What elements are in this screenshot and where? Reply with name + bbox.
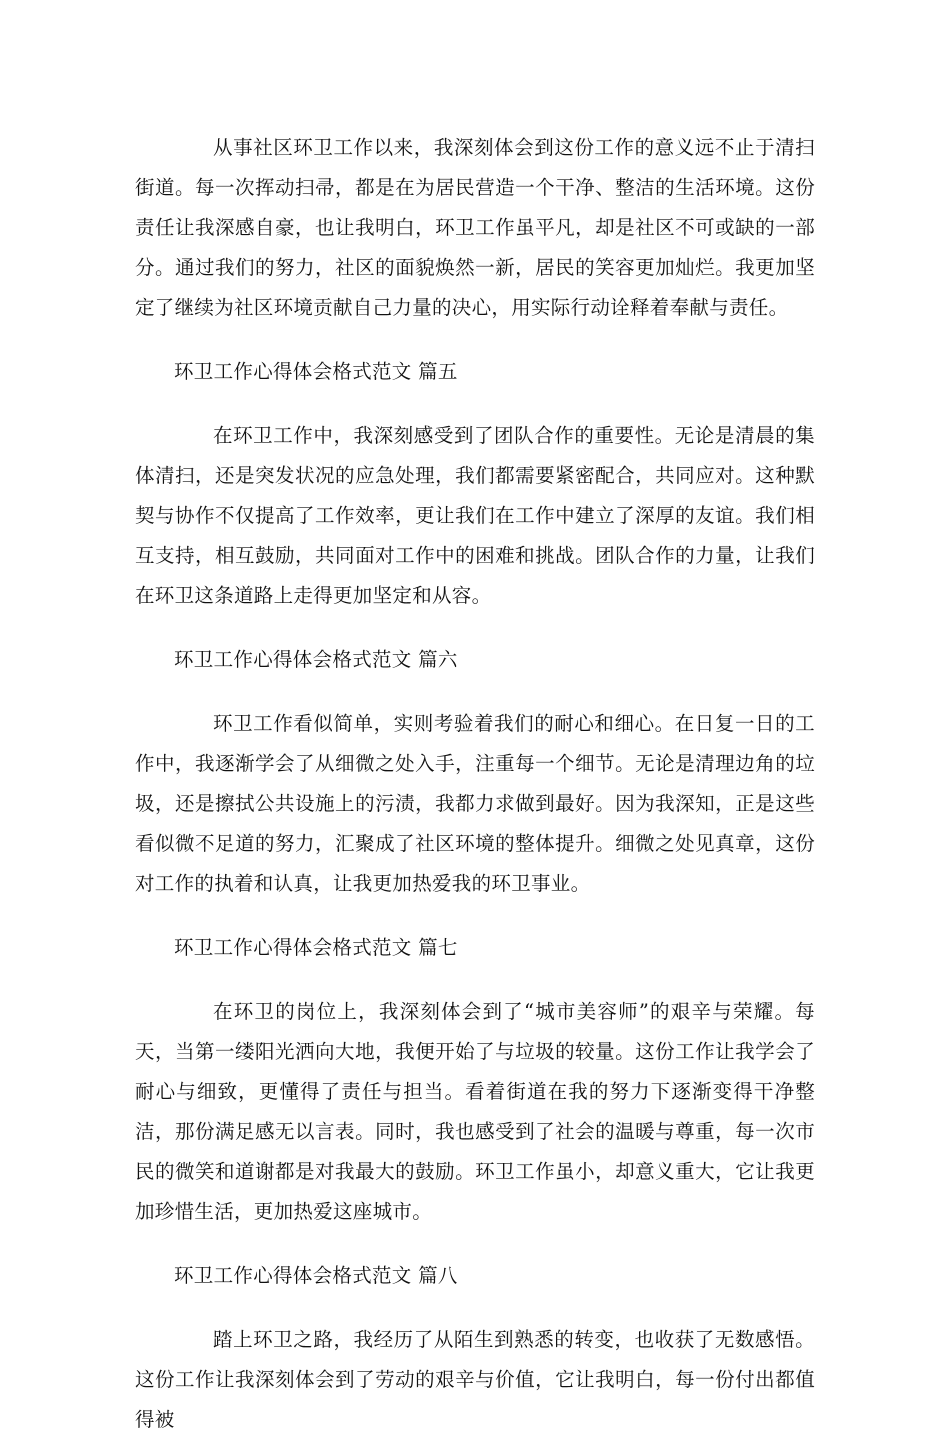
section-heading-8: 环卫工作心得体会格式范文 篇八	[174, 1264, 458, 1287]
paragraph-section-7: 在环卫的岗位上，我深刻体会到了“城市美容师”的艰辛与荣耀。每天，当第一缕阳光洒向大地，我便开始了与垃圾的较量。这份工作让我学会了耐心与细致，更懂得了责任与担当。看着街道在我的努力下逐渐变得干净整洁，那份满足感无以言表。同时，我也感受到了社会的温暖与尊重，每一次市民的微笑和道谢都是对我最大的鼓励。环卫工作虽小，却意义重大，它让我更加珍惜生活，更加热爱这座城市。	[135, 1000, 815, 1223]
paragraph-section-6: 环卫工作看似简单，实则考验着我们的耐心和细心。在日复一日的工作中，我逐渐学会了从细微之处入手，注重每一个细节。无论是清理边角的垃圾，还是擦拭公共设施上的污渍，我都力求做到最好。因为我深知，正是这些看似微不足道的努力，汇聚成了社区环境的整体提升。细微之处见真章，这份对工作的执着和认真，让我更加热爱我的环卫事业。	[135, 712, 815, 895]
paragraph-section-5: 在环卫工作中，我深刻感受到了团队合作的重要性。无论是清晨的集体清扫，还是突发状况的应急处理，我们都需要紧密配合，共同应对。这种默契与协作不仅提高了工作效率，更让我们在工作中建立了深厚的友谊。我们相互支持，相互鼓励，共同面对工作中的困难和挑战。团队合作的力量，让我们在环卫这条道路上走得更加坚定和从容。	[135, 424, 815, 607]
paragraph-section-8: 踏上环卫之路，我经历了从陌生到熟悉的转变，也收获了无数感悟。这份工作让我深刻体会到了劳动的艰辛与价值，它让我明白，每一份付出都值得被	[135, 1328, 815, 1431]
document-body	[135, 128, 815, 1440]
section-heading-5: 环卫工作心得体会格式范文 篇五	[174, 360, 458, 383]
paragraph-intro: 从事社区环卫工作以来，我深刻体会到这份工作的意义远不止于清扫街道。每一次挥动扫帚，都是在为居民营造一个干净、整洁的生活环境。这份责任让我深感自豪，也让我明白，环卫工作虽平凡，却是社区不可或缺的一部分。通过我们的努力，社区的面貌焕然一新，居民的笑容更加灿烂。我更加坚定了继续为社区环境贡献自己力量的决心，用实际行动诠释着奉献与责任。	[135, 136, 815, 319]
section-heading-7: 环卫工作心得体会格式范文 篇七	[174, 936, 458, 959]
section-heading-6: 环卫工作心得体会格式范文 篇六	[174, 648, 458, 671]
